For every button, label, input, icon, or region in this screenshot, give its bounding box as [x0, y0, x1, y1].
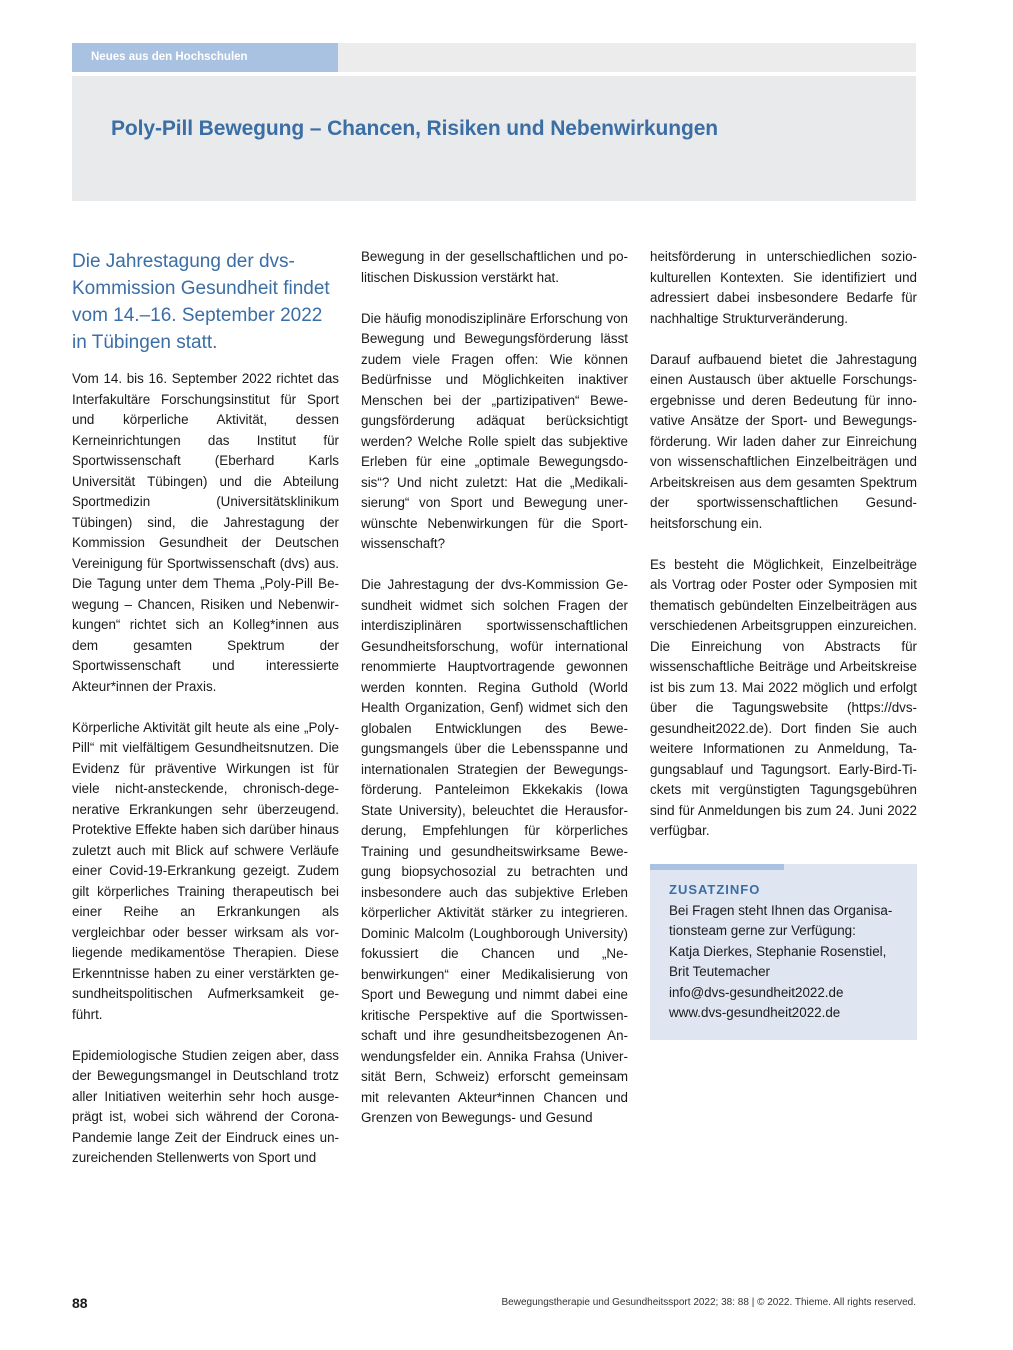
column-2	[361, 248, 628, 1149]
info-box-names: Katja Dierkes, Stephanie Rosenstiel, Brit Teutemacher	[669, 943, 887, 979]
paragraph-7: Es besteht die Möglichkeit, Einzelbeiträge als Vortrag oder Poster oder Symposien mit thematisch gebündelten Einzelbeiträgen aus verschiedenen Arbeitsgruppen einzureichen. Die Einreichung von Abstracts für wissenschaftliche Beiträge und Arbeitskreise ist bis zum 13. Mai 2022 möglich und erfolgt über die Tagungswebsite (https://dvsgesundheit2022.de). Dort finden Sie auch weitere Informationen zu Anmeldung, Tagungsablauf und Tagungsort. Early-Bird-Tickets mit vergünstigten Tagungsgebühren sind für Anmeldungen bis zum 24. Juni 2022 verfügbar.	[650, 556, 917, 838]
footer-citation: Bewegungstherapie und Gesundheitssport 2022; 38: 88 | © 2022. Thieme. All rights reserved.	[501, 1297, 916, 1308]
paragraph-3-end: Bewegung in der gesellschaftlichen und politischen Diskussion verstärkt hat.	[361, 249, 628, 285]
column-1	[72, 248, 339, 1189]
info-box	[650, 864, 917, 1040]
paragraph-2: Körperliche Aktivität gilt heute als eine „Poly-Pill“ mit vielfältigem Gesundheitsnutzen. Die Evidenz für präventive Wirkungen ist für viele nicht-ansteckende, chronisch-degenerative Erkrankungen sehr überzeugend. Protektive Effekte haben sich darüber hinaus zuletzt auch mit Blick auf schwere Verläufe einer Covid-19-Erkrankung gezeigt. Zudem gilt körperliches Training therapeutisch bei einer Reihe an Erkrankungen als vergleichbar oder besser wirksam als vorliegende medikamentöse Therapien. Diese Erkenntnisse haben zu einer verstärkten gesundheitspolitischen Aufmerksamkeit geführt.	[72, 719, 339, 1022]
paragraph-6: Darauf aufbauend bietet die Jahrestagung einen Austausch über aktuelle Forschungsergebnisse und deren Bedeutung für innovative Ansätze der Sport- und Bewegungsförderung. Wir laden daher zur Einreichung von wissenschaftlichen Einzelbeiträgen und Arbeitskreisen aus dem gesamten Spektrum der sportwissenschaftlichen Gesundheitsforschung ein.	[650, 351, 917, 531]
article-lead: Die Jahrestagung der dvs-Kommission Gesundheit findet vom 14.–16. September 2022 in Tübingen statt.	[72, 251, 330, 353]
paragraph-5-end: heitsförderung in unterschiedlichen soziokulturellen Kontexten. Sie identifiziert und adressiert dabei insbesondere Bedarfe für nachhaltige Strukturveränderung.	[650, 249, 917, 326]
article-title: Poly-Pill Bewegung – Chancen, Risiken und Nebenwirkungen	[111, 117, 718, 140]
paragraph-3-start: Epidemiologische Studien zeigen aber, dass der Bewegungsmangel in Deutschland trotz aller Initiativen weiterhin sehr hoch ausgeprägt ist, wobei sich während der Corona-Pandemie lange Zeit der Eindruck eines unzureichenden Stellenwerts von Sport und	[72, 1047, 339, 1165]
info-box-title: ZUSATZINFO	[669, 881, 761, 897]
column-3	[650, 248, 917, 1040]
paragraph-4: Die häufig monodisziplinäre Erforschung von Bewegung und Bewegungsförderung lässt zudem viele Fragen offen: Wie können Bedürfnisse und Möglichkeiten inaktiver Menschen bei der „partizipativen“ Bewegungsförderung adäquat berücksichtigt werden? Welche Rolle spielt das subjektive Erleben für eine „optimale Bewegungsdosis“? Und nicht zuletzt: Hat die „Medikalisierung“ von Sport und Bewegung unerwünschte Nebenwirkungen für die Sportwissenschaft?	[361, 310, 628, 551]
section-label: Neues aus den Hochschulen	[72, 43, 338, 72]
paragraph-1: Vom 14. bis 16. September 2022 richtet das Interfakultäre Forschungsinstitut für Sport und körperliche Aktivität, dessen Kerneinrichtungen das Institut für Sportwissenschaft (Eberhard Karls Universität Tübingen) und die Abteilung Sportmedizin (Universitätsklinikum Tübingen) sind, die Jahrestagung der Kommission Gesundheit der Deutschen Vereinigung für Sportwissenschaft (dvs) aus. Die Tagung unter dem Thema „Poly-Pill Bewegung – Chancen, Risiken und Nebenwirkungen“ richtet sich an Kolleg*innen aus dem gesamten Spektrum der Sportwissenschaft und interessierte Akteur*innen der Praxis.	[72, 371, 339, 694]
info-box-website[interactable]: www.dvs-gesundheit2022.de	[669, 1005, 841, 1020]
info-box-email[interactable]: info@dvs-gesundheit2022.de	[669, 984, 844, 1000]
paragraph-5-start: Die Jahrestagung der dvs-Kommission Gesundheit widmet sich solchen Fragen der interdisziplinären sportwissenschaftlichen Gesundheitsforschung, wofür international renommierte Hauptvortragende gewonnen werden konnten. Regina Guthold (World Health Organization, Genf) widmet sich den globalen Entwicklungen des Bewegungsmangels über die Lebensspanne und internationalen Strategien der Bewegungsförderung. Panteleimon Ekkekakis (Iowa State University), beleuchtet die Herausforderung, Empfehlungen für körperliches Training und gesundheitswirksame Bewegung biopsychosozial zu betrachten und insbesondere auch das subjektive Erleben körperlicher Aktivität stärker zu integrieren. Dominic Malcolm (Loughborough University) fokussiert die Chancen und „Nebenwirkungen“ einer Medikalisierung von Sport und Bewegung und nimmt dabei eine kritische Perspektive auf die Sportwissenschaft und ihre gesundheitsbezogenen Anwendungsfelder ein. Annika Frahsa (Universität Bern, Schweiz) erforscht gemeinsam mit relevanten Akteur*innen Chancen und Grenzen von Bewegungs- und Gesund	[361, 577, 628, 1125]
info-box-contact-note: Bei Fragen steht Ihnen das Organisationsteam gerne zur Verfügung:	[669, 902, 893, 938]
page-number: 88	[72, 1295, 88, 1311]
info-box-accent-bar	[650, 864, 784, 870]
